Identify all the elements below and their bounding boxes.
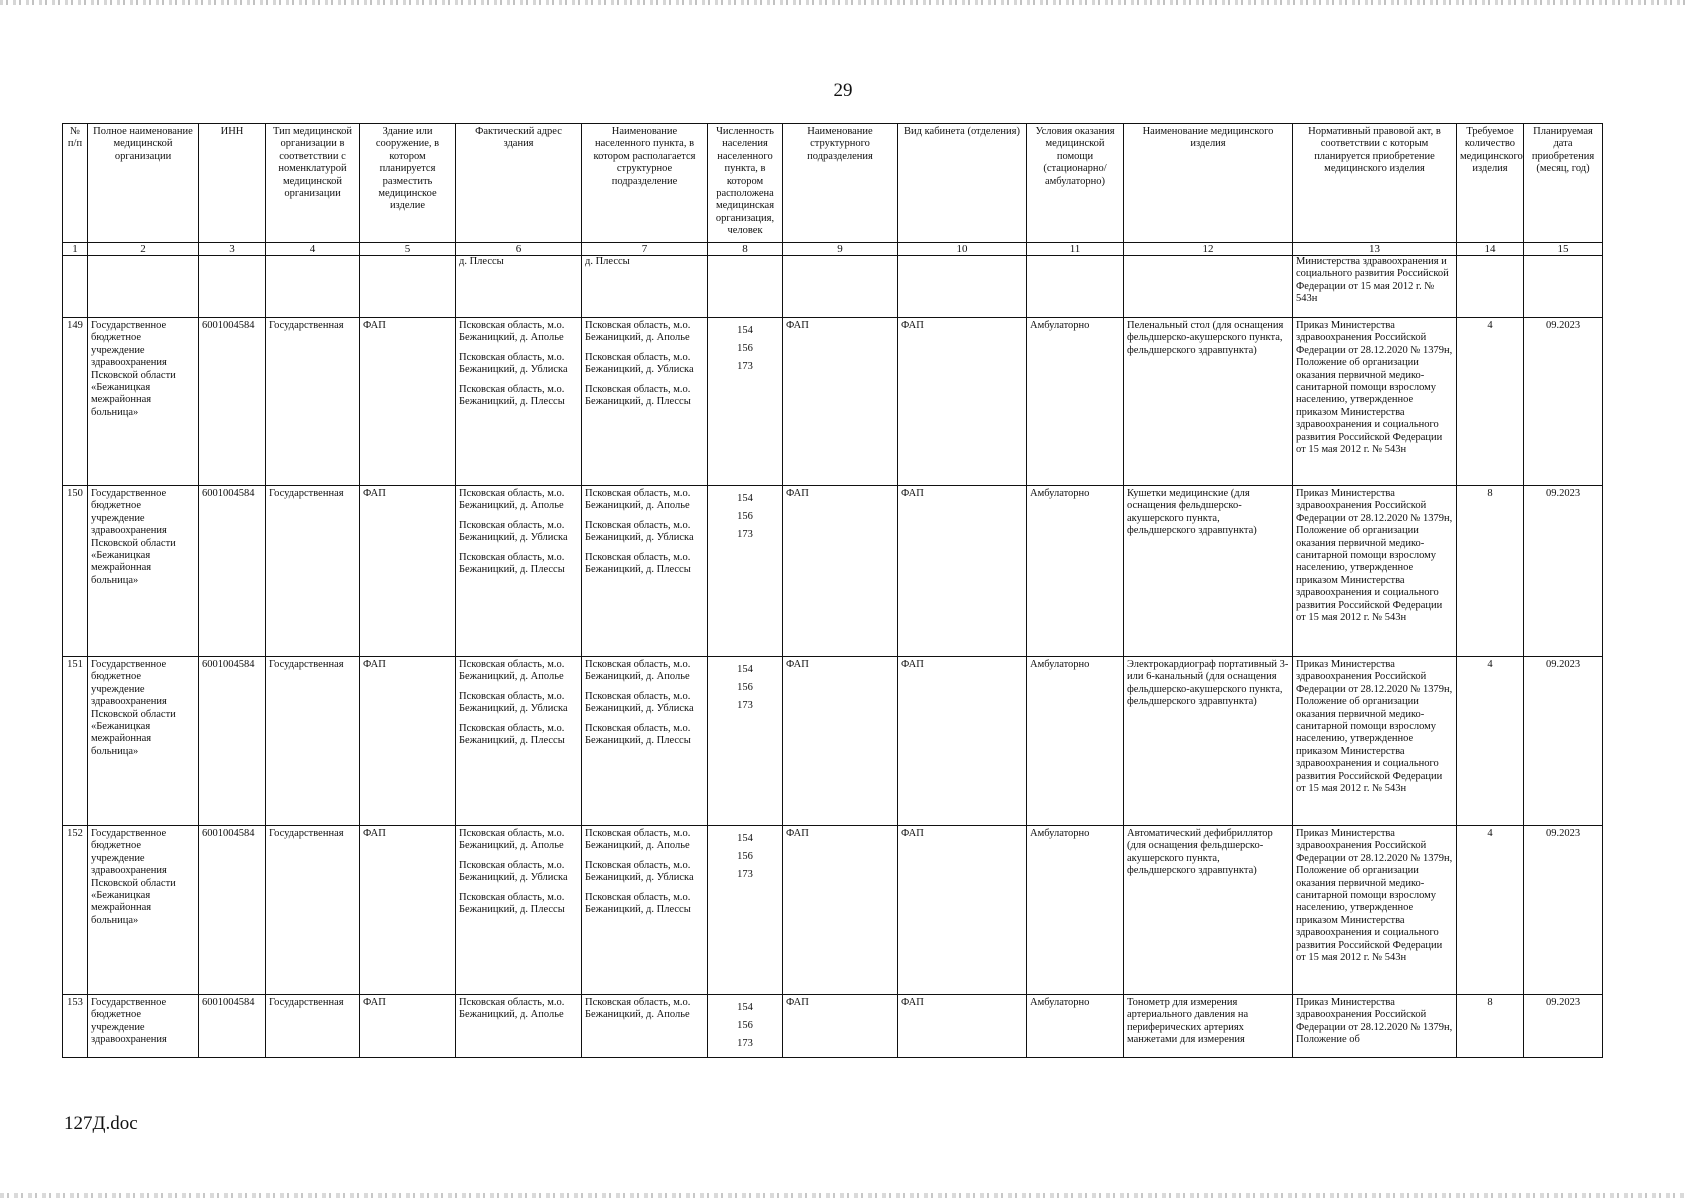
address-cell: д. Плессы bbox=[456, 256, 582, 318]
address-line: Псковская область, м.о. Бежаницкий, д. Ублиска bbox=[459, 519, 568, 544]
organization-name: Государственное бюджетное учреждение здравоохранения Псковской области «Бежаницкая межрайонная больница» bbox=[88, 486, 199, 657]
column-number: 4 bbox=[266, 243, 360, 256]
table-row bbox=[63, 486, 1603, 657]
scan-edge-top bbox=[0, 0, 1686, 5]
building: ФАП bbox=[360, 657, 456, 826]
column-number: 6 bbox=[456, 243, 582, 256]
act-cell: Министерства здравоохранения и социального развития Российской Федерации от 15 мая 2012 г. № 543н bbox=[1293, 256, 1457, 318]
address-line: Псковская область, м.о. Бежаницкий, д. Плессы bbox=[459, 891, 565, 916]
inn: 6001004584 bbox=[199, 826, 266, 995]
population-value: 154 bbox=[737, 833, 753, 844]
purchase-date: 09.2023 bbox=[1524, 318, 1603, 486]
address-line: Псковская область, м.о. Бежаницкий, д. Плессы bbox=[459, 722, 565, 747]
address-line: Псковская область, м.о. Бежаницкий, д. Плессы bbox=[459, 383, 565, 408]
address-cell bbox=[456, 826, 582, 995]
settlement-line: Псковская область, м.о. Бежаницкий, д. Ублиска bbox=[585, 690, 694, 715]
population-value: 156 bbox=[737, 682, 753, 693]
settlement-line: Псковская область, м.о. Бежаницкий, д. Плессы bbox=[585, 891, 691, 916]
population-value: 173 bbox=[737, 361, 753, 372]
address-cell bbox=[456, 318, 582, 486]
column-number: 3 bbox=[199, 243, 266, 256]
cabinet-type: ФАП bbox=[898, 486, 1027, 657]
organization-name: Государственное бюджетное учреждение здравоохранения Псковской области «Бежаницкая межрайонная больница» bbox=[88, 826, 199, 995]
settlement-cell: д. Плессы bbox=[582, 256, 708, 318]
header-cell: Тип медицинской организации в соответствии с номенклатурой медицинской организации bbox=[266, 124, 360, 243]
table-row bbox=[63, 318, 1603, 486]
equipment-table bbox=[62, 123, 1603, 1058]
inn: 6001004584 bbox=[199, 995, 266, 1058]
inn: 6001004584 bbox=[199, 318, 266, 486]
column-number: 7 bbox=[582, 243, 708, 256]
settlement-line: Псковская область, м.о. Бежаницкий, д. Плессы bbox=[585, 722, 691, 747]
header-cell: Условия оказания медицинской помощи (стационарно/ амбулаторно) bbox=[1027, 124, 1124, 243]
header-cell: Наименование медицинского изделия bbox=[1124, 124, 1293, 243]
column-number: 14 bbox=[1457, 243, 1524, 256]
population-cell bbox=[708, 995, 783, 1058]
table-row bbox=[63, 657, 1603, 826]
column-number: 2 bbox=[88, 243, 199, 256]
column-number: 11 bbox=[1027, 243, 1124, 256]
purchase-date: 09.2023 bbox=[1524, 826, 1603, 995]
settlement-cell bbox=[582, 826, 708, 995]
settlement-cell bbox=[582, 486, 708, 657]
legal-act: Приказ Министерства здравоохранения Российской Федерации от 28.12.2020 № 1379н, Положение об организации оказания первичной медико-санитарной помощи взрослому населению, утвержденное приказом Министерства здравоохранения и социального развития Российской Федерации от 15 мая 2012 г. № 543н bbox=[1293, 657, 1457, 826]
header-cell: Нормативный правовой акт, в соответствии с которым планируется приобретение медицинского изделия bbox=[1293, 124, 1457, 243]
organization-name: Государственное бюджетное учреждение здравоохранения bbox=[88, 995, 199, 1058]
inn: 6001004584 bbox=[199, 657, 266, 826]
population-value: 173 bbox=[737, 869, 753, 880]
address-cell bbox=[456, 995, 582, 1058]
organization-type: Государственная bbox=[266, 826, 360, 995]
device-name: Пеленальный стол (для оснащения фельдшерско-акушерского пункта, фельдшерского здравпункта) bbox=[1124, 318, 1293, 486]
settlement-line: Псковская область, м.о. Бежаницкий, д. Плессы bbox=[585, 383, 691, 408]
structural-unit: ФАП bbox=[783, 826, 898, 995]
header-cell: Наименование структурного подразделения bbox=[783, 124, 898, 243]
settlement-line: Псковская область, м.о. Бежаницкий, д. Аполье bbox=[585, 997, 691, 1021]
address-cell bbox=[456, 657, 582, 826]
column-number: 12 bbox=[1124, 243, 1293, 256]
purchase-date: 09.2023 bbox=[1524, 486, 1603, 657]
purchase-date: 09.2023 bbox=[1524, 657, 1603, 826]
column-number-row bbox=[63, 243, 1603, 256]
cabinet-type: ФАП bbox=[898, 826, 1027, 995]
column-number: 15 bbox=[1524, 243, 1603, 256]
continuation-row bbox=[63, 256, 1603, 318]
quantity: 8 bbox=[1457, 995, 1524, 1058]
quantity: 4 bbox=[1457, 318, 1524, 486]
table-row bbox=[63, 826, 1603, 995]
care-conditions: Амбулаторно bbox=[1027, 318, 1124, 486]
population-cell bbox=[708, 826, 783, 995]
column-number: 5 bbox=[360, 243, 456, 256]
scan-edge-bottom bbox=[0, 1193, 1686, 1198]
organization-type: Государственная bbox=[266, 486, 360, 657]
population-value: 156 bbox=[737, 343, 753, 354]
page-number: 29 bbox=[833, 80, 853, 101]
document-filename: 127Д.doc bbox=[64, 1113, 138, 1134]
header-cell: № п/п bbox=[63, 124, 88, 243]
building: ФАП bbox=[360, 826, 456, 995]
column-number: 8 bbox=[708, 243, 783, 256]
organization-name: Государственное бюджетное учреждение здравоохранения Псковской области «Бежаницкая межрайонная больница» bbox=[88, 657, 199, 826]
quantity: 4 bbox=[1457, 657, 1524, 826]
organization-type: Государственная bbox=[266, 318, 360, 486]
population-value: 154 bbox=[737, 325, 753, 336]
device-name: Электрокардиограф портативный 3- или 6-канальный (для оснащения фельдшерско-акушерского пункта, фельдшерского здравпункта) bbox=[1124, 657, 1293, 826]
population-cell bbox=[708, 486, 783, 657]
population-value: 173 bbox=[737, 529, 753, 540]
settlement-line: Псковская область, м.о. Бежаницкий, д. Ублиска bbox=[585, 519, 694, 544]
population-value: 154 bbox=[737, 664, 753, 675]
cabinet-type: ФАП bbox=[898, 657, 1027, 826]
row-number: 149 bbox=[63, 318, 88, 486]
quantity: 8 bbox=[1457, 486, 1524, 657]
header-cell: Планируемая дата приобретения (месяц, год) bbox=[1524, 124, 1603, 243]
header-cell: Здание или сооружение, в котором планируется разместить медицинское изделие bbox=[360, 124, 456, 243]
row-number: 153 bbox=[63, 995, 88, 1058]
legal-act: Приказ Министерства здравоохранения Российской Федерации от 28.12.2020 № 1379н, Положение об организации оказания первичной медико-санитарной помощи взрослому населению, утвержденное приказом Министерства здравоохранения и социального развития Российской Федерации от 15 мая 2012 г. № 543н bbox=[1293, 826, 1457, 995]
address-line: Псковская область, м.о. Бежаницкий, д. Аполье bbox=[459, 828, 565, 852]
column-number: 10 bbox=[898, 243, 1027, 256]
inn: 6001004584 bbox=[199, 486, 266, 657]
settlement-line: Псковская область, м.о. Бежаницкий, д. Аполье bbox=[585, 488, 691, 512]
settlement-line: Псковская область, м.о. Бежаницкий, д. Ублиска bbox=[585, 351, 694, 376]
settlement-line: Псковская область, м.о. Бежаницкий, д. Аполье bbox=[585, 659, 691, 683]
population-value: 154 bbox=[737, 1002, 753, 1013]
care-conditions: Амбулаторно bbox=[1027, 657, 1124, 826]
care-conditions: Амбулаторно bbox=[1027, 826, 1124, 995]
legal-act: Приказ Министерства здравоохранения Российской Федерации от 28.12.2020 № 1379н, Положение об bbox=[1293, 995, 1457, 1058]
population-cell bbox=[708, 318, 783, 486]
address-line: Псковская область, м.о. Бежаницкий, д. Аполье bbox=[459, 659, 565, 683]
quantity: 4 bbox=[1457, 826, 1524, 995]
building: ФАП bbox=[360, 318, 456, 486]
population-value: 173 bbox=[737, 1038, 753, 1049]
device-name: Тонометр для измерения артериального давления на периферических артериях манжетами для измерения bbox=[1124, 995, 1293, 1058]
organization-name: Государственное бюджетное учреждение здравоохранения Псковской области «Бежаницкая межрайонная больница» bbox=[88, 318, 199, 486]
header-cell: Требуемое количество медицинского изделия bbox=[1457, 124, 1524, 243]
settlement-line: Псковская область, м.о. Бежаницкий, д. Аполье bbox=[585, 320, 691, 344]
device-name: Автоматический дефибриллятор (для оснащения фельдшерско-акушерского пункта, фельдшерского здравпункта) bbox=[1124, 826, 1293, 995]
structural-unit: ФАП bbox=[783, 657, 898, 826]
column-number: 1 bbox=[63, 243, 88, 256]
population-value: 156 bbox=[737, 851, 753, 862]
address-cell bbox=[456, 486, 582, 657]
address-line: Псковская область, м.о. Бежаницкий, д. Ублиска bbox=[459, 351, 568, 376]
settlement-cell bbox=[582, 995, 708, 1058]
legal-act: Приказ Министерства здравоохранения Российской Федерации от 28.12.2020 № 1379н, Положение об организации оказания первичной медико-санитарной помощи взрослому населению, утвержденное приказом Министерства здравоохранения и социального развития Российской Федерации от 15 мая 2012 г. № 543н bbox=[1293, 318, 1457, 486]
settlement-line: Псковская область, м.о. Бежаницкий, д. Плессы bbox=[585, 551, 691, 576]
address-line: Псковская область, м.о. Бежаницкий, д. Аполье bbox=[459, 488, 565, 512]
structural-unit: ФАП bbox=[783, 995, 898, 1058]
header-cell: ИНН bbox=[199, 124, 266, 243]
population-value: 154 bbox=[737, 493, 753, 504]
settlement-line: Псковская область, м.о. Бежаницкий, д. Ублиска bbox=[585, 859, 694, 884]
column-number: 9 bbox=[783, 243, 898, 256]
care-conditions: Амбулаторно bbox=[1027, 486, 1124, 657]
building: ФАП bbox=[360, 486, 456, 657]
address-line: Псковская область, м.о. Бежаницкий, д. Аполье bbox=[459, 997, 565, 1021]
column-number: 13 bbox=[1293, 243, 1457, 256]
header-cell: Численность населения населенного пункта, в котором расположена медицинская организация, человек bbox=[708, 124, 783, 243]
header-cell: Полное наименование медицинской организации bbox=[88, 124, 199, 243]
table-row bbox=[63, 995, 1603, 1058]
address-line: Псковская область, м.о. Бежаницкий, д. Ублиска bbox=[459, 690, 568, 715]
purchase-date: 09.2023 bbox=[1524, 995, 1603, 1058]
population-value: 156 bbox=[737, 1020, 753, 1031]
building: ФАП bbox=[360, 995, 456, 1058]
header-cell: Вид кабинета (отделения) bbox=[898, 124, 1027, 243]
address-line: Псковская область, м.о. Бежаницкий, д. Плессы bbox=[459, 551, 565, 576]
address-line: Псковская область, м.о. Бежаницкий, д. Аполье bbox=[459, 320, 565, 344]
population-value: 173 bbox=[737, 700, 753, 711]
device-name: Кушетки медицинские (для оснащения фельдшерско-акушерского пункта, фельдшерского здравпункта) bbox=[1124, 486, 1293, 657]
structural-unit: ФАП bbox=[783, 486, 898, 657]
cabinet-type: ФАП bbox=[898, 318, 1027, 486]
population-cell bbox=[708, 657, 783, 826]
settlement-cell bbox=[582, 318, 708, 486]
care-conditions: Амбулаторно bbox=[1027, 995, 1124, 1058]
cabinet-type: ФАП bbox=[898, 995, 1027, 1058]
row-number: 152 bbox=[63, 826, 88, 995]
header-row bbox=[63, 124, 1603, 243]
organization-type: Государственная bbox=[266, 995, 360, 1058]
organization-type: Государственная bbox=[266, 657, 360, 826]
settlement-cell bbox=[582, 657, 708, 826]
settlement-line: Псковская область, м.о. Бежаницкий, д. Аполье bbox=[585, 828, 691, 852]
row-number: 150 bbox=[63, 486, 88, 657]
row-number: 151 bbox=[63, 657, 88, 826]
structural-unit: ФАП bbox=[783, 318, 898, 486]
header-cell: Наименование населенного пункта, в котором располагается структурное подразделение bbox=[582, 124, 708, 243]
header-cell: Фактический адрес здания bbox=[456, 124, 582, 243]
address-line: Псковская область, м.о. Бежаницкий, д. Ублиска bbox=[459, 859, 568, 884]
population-value: 156 bbox=[737, 511, 753, 522]
legal-act: Приказ Министерства здравоохранения Российской Федерации от 28.12.2020 № 1379н, Положение об организации оказания первичной медико-санитарной помощи взрослому населению, утвержденное приказом Министерства здравоохранения и социального развития Российской Федерации от 15 мая 2012 г. № 543н bbox=[1293, 486, 1457, 657]
